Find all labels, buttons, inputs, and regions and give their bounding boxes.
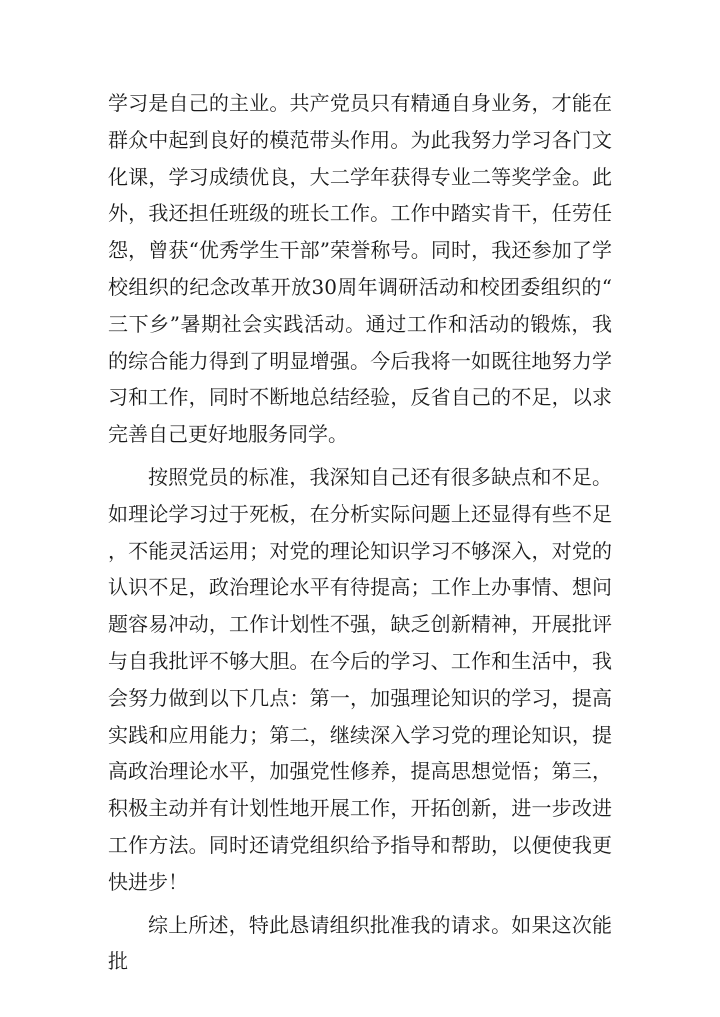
- document-body: [108, 85, 612, 986]
- paragraph-3: 综上所述，特此恳请组织批准我的请求。如果这次能批: [108, 912, 612, 974]
- paragraph-2: 按照党员的标准，我深知自己还有很多缺点和不足。如理论学习过于死板，在分析实际问题上还显得有些不足，不能灵活运用；对党的理论知识学习不够深入，对党的认识不足，政治理论水平有待提高；工作上办事情、想问题容易冲动，工作计划性不强，缺乏创新精神，开展批评与自我批评不够大胆。在今后的学习、工作和生活中，我会努力做到以下几点：第一，加强理论知识的学习，提高实践和应用能力；第二，继续深入学习党的理论知识，提高政治理论水平，加强党性修养，提高思想觉悟；第三，积极主动并有计划性地开展工作，开拓创新，进一步改进工作方法。同时还请党组织给予指导和帮助，以便使我更快进步！: [108, 464, 612, 894]
- paragraph-1: 学习是自己的主业。共产党员只有精通自身业务，才能在群众中起到良好的模范带头作用。为此我努力学习各门文化课，学习成绩优良，大二学年获得专业二等奖学金。此外，我还担任班级的班长工作。工作中踏实肯干，任劳任怨，曾获“优秀学生干部”荣誉称号。同时，我还参加了学校组织的纪念改革开放30周年调研活动和校团委组织的“三下乡”暑期社会实践活动。通过工作和活动的锻炼，我的综合能力得到了明显增强。今后我将一如既往地努力学习和工作，同时不断地总结经验，反省自己的不足，以求完善自己更好地服务同学。: [108, 91, 612, 447]
